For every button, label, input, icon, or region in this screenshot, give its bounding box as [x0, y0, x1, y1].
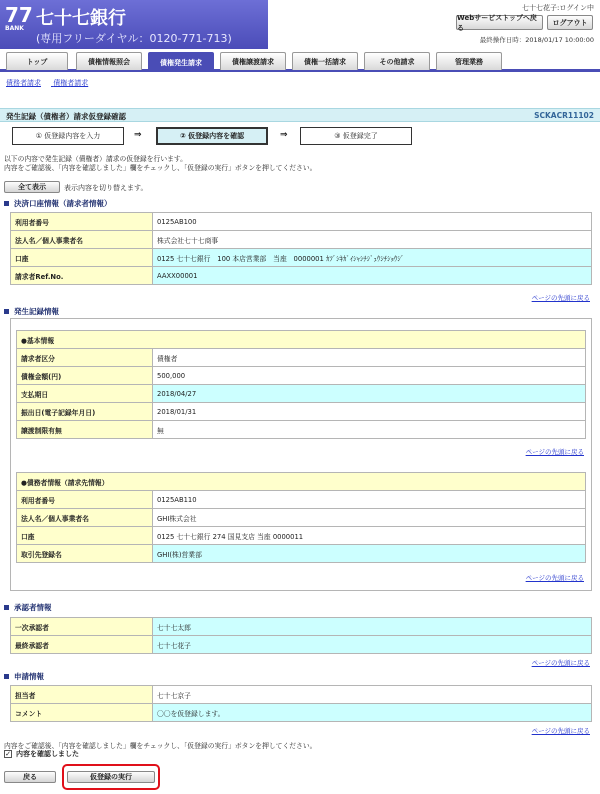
user-status: 七十七花子:ログイン中: [521, 4, 594, 12]
page-title-bar: [0, 108, 600, 122]
back-to-top-link[interactable]: ページの先頭に戻る: [531, 294, 590, 302]
field-value: 500,000: [153, 367, 586, 385]
field-label: 最終承認者: [11, 636, 153, 654]
table-row: [11, 267, 592, 285]
table-row: [11, 618, 592, 636]
bank-name: 七十七銀行: [36, 8, 126, 29]
table-row: [17, 385, 586, 403]
application-table: [10, 685, 592, 722]
field-label: 法人名／個人事業者名: [17, 509, 153, 527]
field-value: 七十七太郎: [153, 618, 592, 636]
main-tabs: [0, 52, 600, 72]
field-value: 2018/01/31: [153, 403, 586, 421]
field-label: 振出日(電子記録年月日): [17, 403, 153, 421]
tab-claim-inquiry[interactable]: 債権情報照会: [76, 52, 142, 70]
square-bullet-icon: [4, 309, 9, 314]
header: [0, 0, 600, 50]
table-row: [17, 367, 586, 385]
field-label: 支払期日: [17, 385, 153, 403]
field-label: 請求者区分: [17, 349, 153, 367]
tab-bulk-request[interactable]: 債権一括請求: [292, 52, 358, 70]
field-value: 〇〇を仮登録します。: [153, 704, 592, 722]
field-label: コメント: [11, 704, 153, 722]
step-arrow: ⇒: [134, 130, 142, 140]
field-value: 七十七京子: [153, 686, 592, 704]
sub-navigation: [6, 78, 98, 88]
approver-section-heading: [4, 602, 52, 613]
field-value: 0125 七十七銀行 100 本店営業部 当座 0000001 ｶﾌﾞｼｷｶﾞｲｼｬｼﾁｼﾞｭｳｼﾁｼｮｳｼﾞ: [153, 249, 592, 267]
square-bullet-icon: [4, 674, 9, 679]
field-value: 債権者: [153, 349, 586, 367]
field-value: 2018/04/27: [153, 385, 586, 403]
field-label: 法人名／個人事業者名: [11, 231, 153, 249]
subnav-debtor-request[interactable]: 債務者請求: [6, 79, 41, 87]
field-label: 一次承認者: [11, 618, 153, 636]
table-row: [17, 509, 586, 527]
logout-button[interactable]: ログアウト: [547, 15, 593, 30]
issuance-section-heading: [4, 306, 59, 317]
tab-claim-transfer[interactable]: 債権譲渡請求: [220, 52, 286, 70]
confirm-checkbox[interactable]: ✓: [5, 749, 11, 758]
logo-number: 77: [5, 3, 33, 27]
field-value: 0125 七十七銀行 274 国見支店 当座 0000011: [153, 527, 586, 545]
field-label: 取引先登録名: [17, 545, 153, 563]
tab-management[interactable]: 管理業務: [436, 52, 502, 70]
step-arrow: ⇒: [280, 130, 288, 140]
basic-info-header: ●基本情報: [17, 331, 586, 349]
step-input: ① 仮登録内容を入力: [12, 127, 124, 145]
table-row: [11, 249, 592, 267]
field-value: GHI株式会社: [153, 509, 586, 527]
screen-id: SCKACR11102: [534, 111, 594, 120]
table-row: [17, 403, 586, 421]
field-label: 利用者番号: [17, 491, 153, 509]
table-row: [17, 491, 586, 509]
table-row: [11, 686, 592, 704]
debtor-info-header: ●債務者情報（請求先情報）: [17, 473, 586, 491]
field-label: 譲渡制限有無: [17, 421, 153, 439]
table-row: [11, 231, 592, 249]
show-all-button[interactable]: 全て表示: [4, 181, 60, 193]
highlight-frame: [62, 764, 160, 790]
step-confirm: ② 仮登録内容を確認: [156, 127, 268, 145]
tab-claim-issuance[interactable]: 債権発生請求: [148, 52, 214, 72]
table-row: [17, 349, 586, 367]
instruction-line: 内容をご確認後、「内容を確認しました」欄をチェックし、「仮登録の実行」ボタンを押してください。: [4, 163, 317, 172]
field-label: 担当者: [11, 686, 153, 704]
field-value: 無: [153, 421, 586, 439]
settlement-table: [10, 212, 592, 285]
settlement-section-heading: [4, 198, 112, 209]
confirm-label: 内容を確認しました: [16, 750, 79, 758]
bank-logo: [0, 0, 268, 49]
section-heading-text: 決済口座情報（請求者情報）: [14, 199, 112, 208]
table-row: [17, 421, 586, 439]
basic-info-table: [16, 330, 586, 439]
instruction-line: 以下の内容で発生記録（債権者）請求の仮登録を行います。: [4, 155, 187, 163]
table-row: [17, 545, 586, 563]
field-value: AAXX00001: [153, 267, 592, 285]
instructions: [4, 155, 316, 172]
toggle-description: 表示内容を切り替えます。: [64, 184, 148, 192]
approver-table: [10, 617, 592, 654]
table-row: [17, 527, 586, 545]
square-bullet-icon: [4, 201, 9, 206]
freedial-number: (専用フリーダイヤル：0120-771-713): [36, 32, 232, 45]
bottom-instruction: 内容をご確認後、「内容を確認しました」欄をチェックし、「仮登録の実行」ボタンを押してください。: [4, 742, 317, 750]
debtor-info-table: [16, 472, 586, 563]
table-row: [17, 473, 586, 491]
field-value: 七十七花子: [153, 636, 592, 654]
execute-registration-button[interactable]: 仮登録の実行: [67, 771, 155, 783]
field-value: 0125AB100: [153, 213, 592, 231]
table-row: [11, 213, 592, 231]
tab-top[interactable]: トップ: [6, 52, 68, 70]
field-label: 口座: [17, 527, 153, 545]
field-label: 請求者Ref.No.: [11, 267, 153, 285]
field-label: 利用者番号: [11, 213, 153, 231]
back-to-top-link[interactable]: ページの先頭に戻る: [525, 448, 584, 456]
logo-bank-text: BANK: [5, 25, 24, 32]
confirm-row: [4, 749, 79, 759]
back-button[interactable]: 戻る: [4, 771, 56, 783]
section-heading-text: 申請情報: [14, 672, 44, 681]
field-label: 口座: [11, 249, 153, 267]
field-value: GHI(株)営業部: [153, 545, 586, 563]
table-row: [11, 704, 592, 722]
last-operation-time: 最終操作日時：2018/01/17 10:00:00: [479, 36, 594, 44]
tab-other-request[interactable]: その他請求: [364, 52, 430, 70]
section-heading-text: 承認者情報: [14, 603, 52, 612]
table-row: [11, 636, 592, 654]
application-section-heading: [4, 671, 44, 682]
section-heading-text: 発生記録情報: [14, 307, 59, 316]
square-bullet-icon: [4, 605, 9, 610]
field-label: 債権金額(円): [17, 367, 153, 385]
field-value: 株式会社七十七商事: [153, 231, 592, 249]
step-complete: ③ 仮登録完了: [300, 127, 412, 145]
back-to-top-link[interactable]: ページの先頭に戻る: [525, 574, 584, 582]
back-to-top-link[interactable]: ページの先頭に戻る: [531, 659, 590, 667]
web-service-top-button[interactable]: Webサービストップへ戻る: [456, 15, 543, 30]
page-title: 発生記録（債権者）請求仮登録確認: [6, 112, 126, 121]
table-row: [17, 331, 586, 349]
back-to-top-link[interactable]: ページの先頭に戻る: [531, 727, 590, 735]
field-value: 0125AB110: [153, 491, 586, 509]
subnav-creditor-request[interactable]: 債権者請求: [53, 79, 89, 87]
